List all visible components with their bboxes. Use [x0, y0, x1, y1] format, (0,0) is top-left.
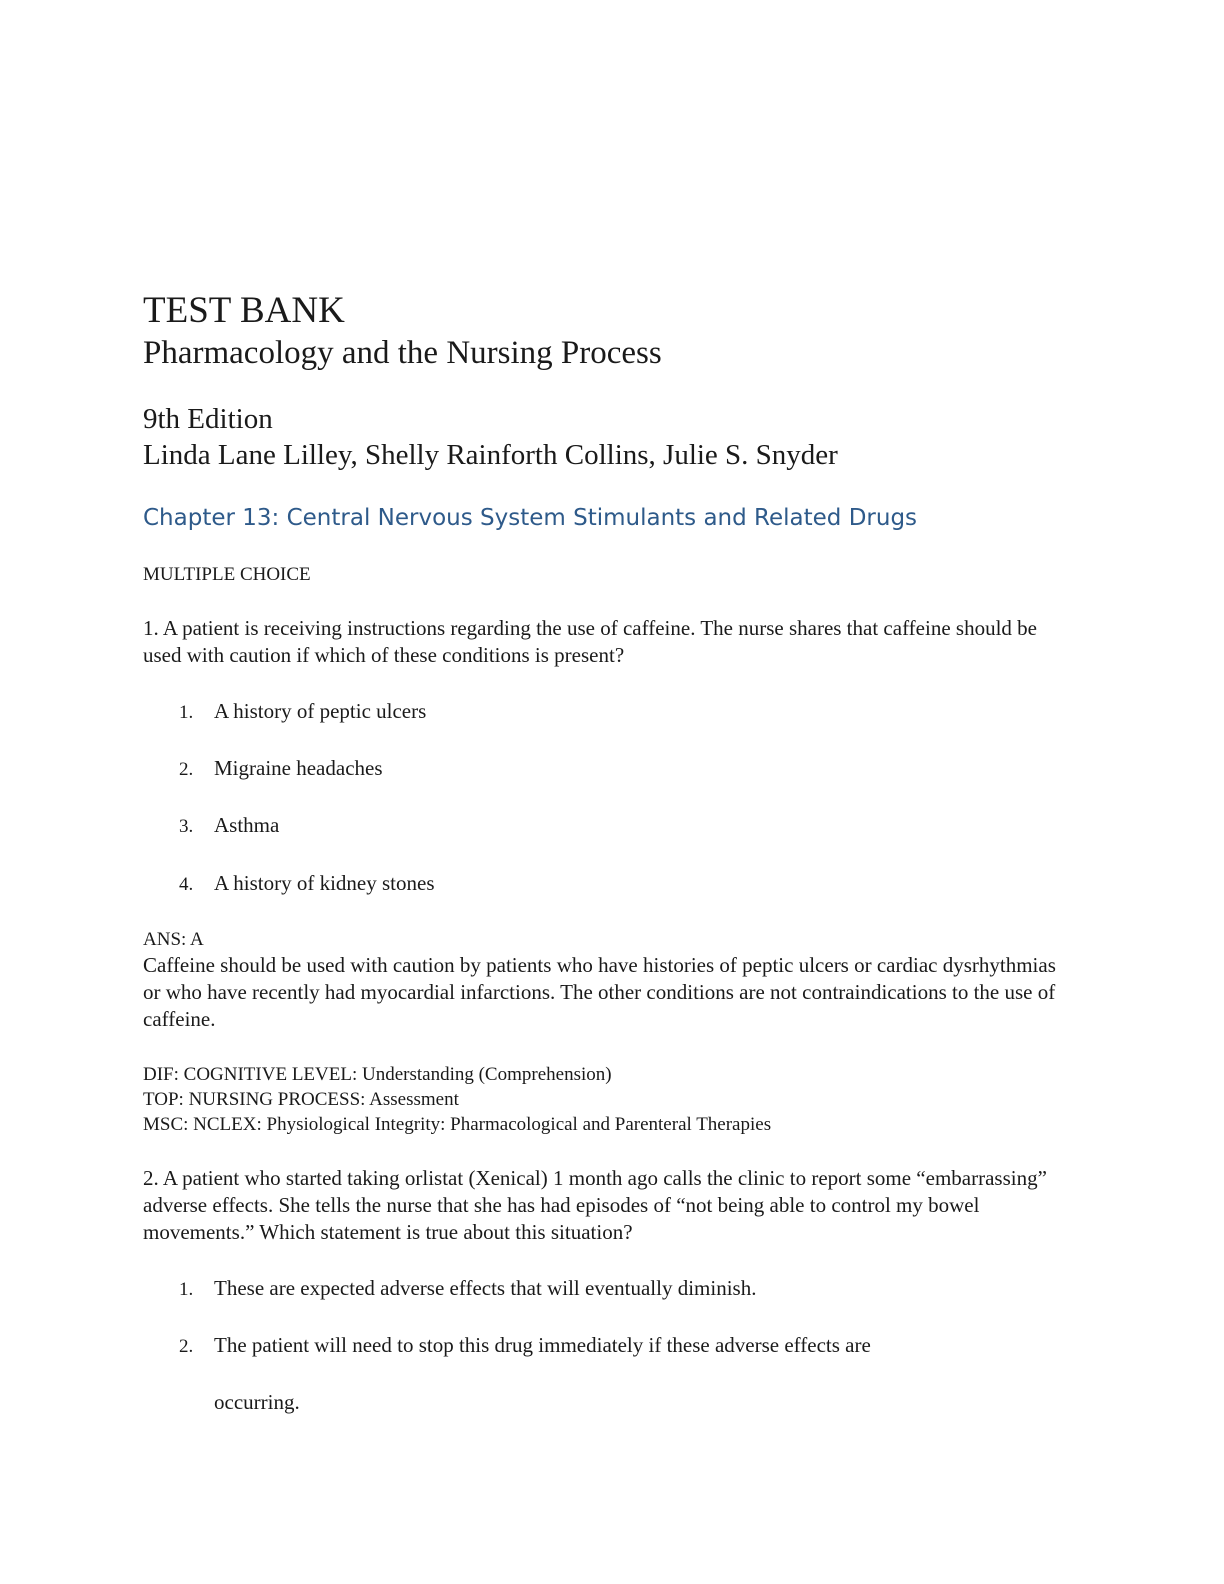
option-text: The patient will need to stop this drug immediately if these adverse effects are [214, 1333, 871, 1357]
section-label: MULTIPLE CHOICE [143, 564, 311, 585]
option-number: 1. [179, 1279, 194, 1300]
option-number: 2. [179, 759, 194, 780]
option-number: 2. [179, 1336, 194, 1357]
question-1-rationale: Caffeine should be used with caution by patients who have histories of peptic ulcers or cardiac dysrhythmias or who have recently had myocardial infarctions. The other conditions are not contraindications to the use of caffeine. [143, 953, 1056, 1031]
edition-label: 9th Edition [143, 403, 273, 435]
question-2-stem: 2. A patient who started taking orlistat (Xenical) 1 month ago calls the clinic to report some “embarrassing” adverse effects. She tells the nurse that she has had episodes of “not being able to control my bowel movements.” Which statement is true about this situation? [143, 1166, 1047, 1244]
option-text: A history of peptic ulcers [214, 699, 427, 723]
option-text: These are expected adverse effects that will eventually diminish. [214, 1276, 757, 1300]
authors-line: Linda Lane Lilley, Shelly Rainforth Collins, Julie S. Snyder [143, 439, 838, 471]
option-text: Asthma [214, 813, 280, 837]
question-1-misc: MSC: NCLEX: Physiological Integrity: Pharmacological and Parenteral Therapies [143, 1114, 772, 1135]
question-2-option-2 [179, 1332, 871, 1360]
question-1-topic: TOP: NURSING PROCESS: Assessment [143, 1089, 459, 1110]
question-1-option-1 [179, 698, 426, 726]
question-1-option-2 [179, 755, 383, 783]
question-1-option-3 [179, 812, 279, 840]
question-1-difficulty: DIF: COGNITIVE LEVEL: Understanding (Comprehension) [143, 1064, 612, 1085]
question-2-option-2-continuation: occurring. [214, 1390, 300, 1414]
question-1-option-4 [179, 870, 435, 898]
option-text: Migraine headaches [214, 756, 383, 780]
question-1-answer: ANS: A [143, 929, 204, 950]
question-2-option-1 [179, 1275, 756, 1303]
option-number: 1. [179, 702, 194, 723]
document-title: TEST BANK [143, 290, 345, 331]
option-number: 3. [179, 816, 194, 837]
option-number: 4. [179, 874, 194, 895]
option-text: A history of kidney stones [214, 871, 435, 895]
book-title: Pharmacology and the Nursing Process [143, 335, 662, 371]
question-1-stem: 1. A patient is receiving instructions regarding the use of caffeine. The nurse shares that caffeine should be used with caution if which of these conditions is present? [143, 616, 1037, 667]
chapter-heading: Chapter 13: Central Nervous System Stimulants and Related Drugs [143, 505, 918, 531]
